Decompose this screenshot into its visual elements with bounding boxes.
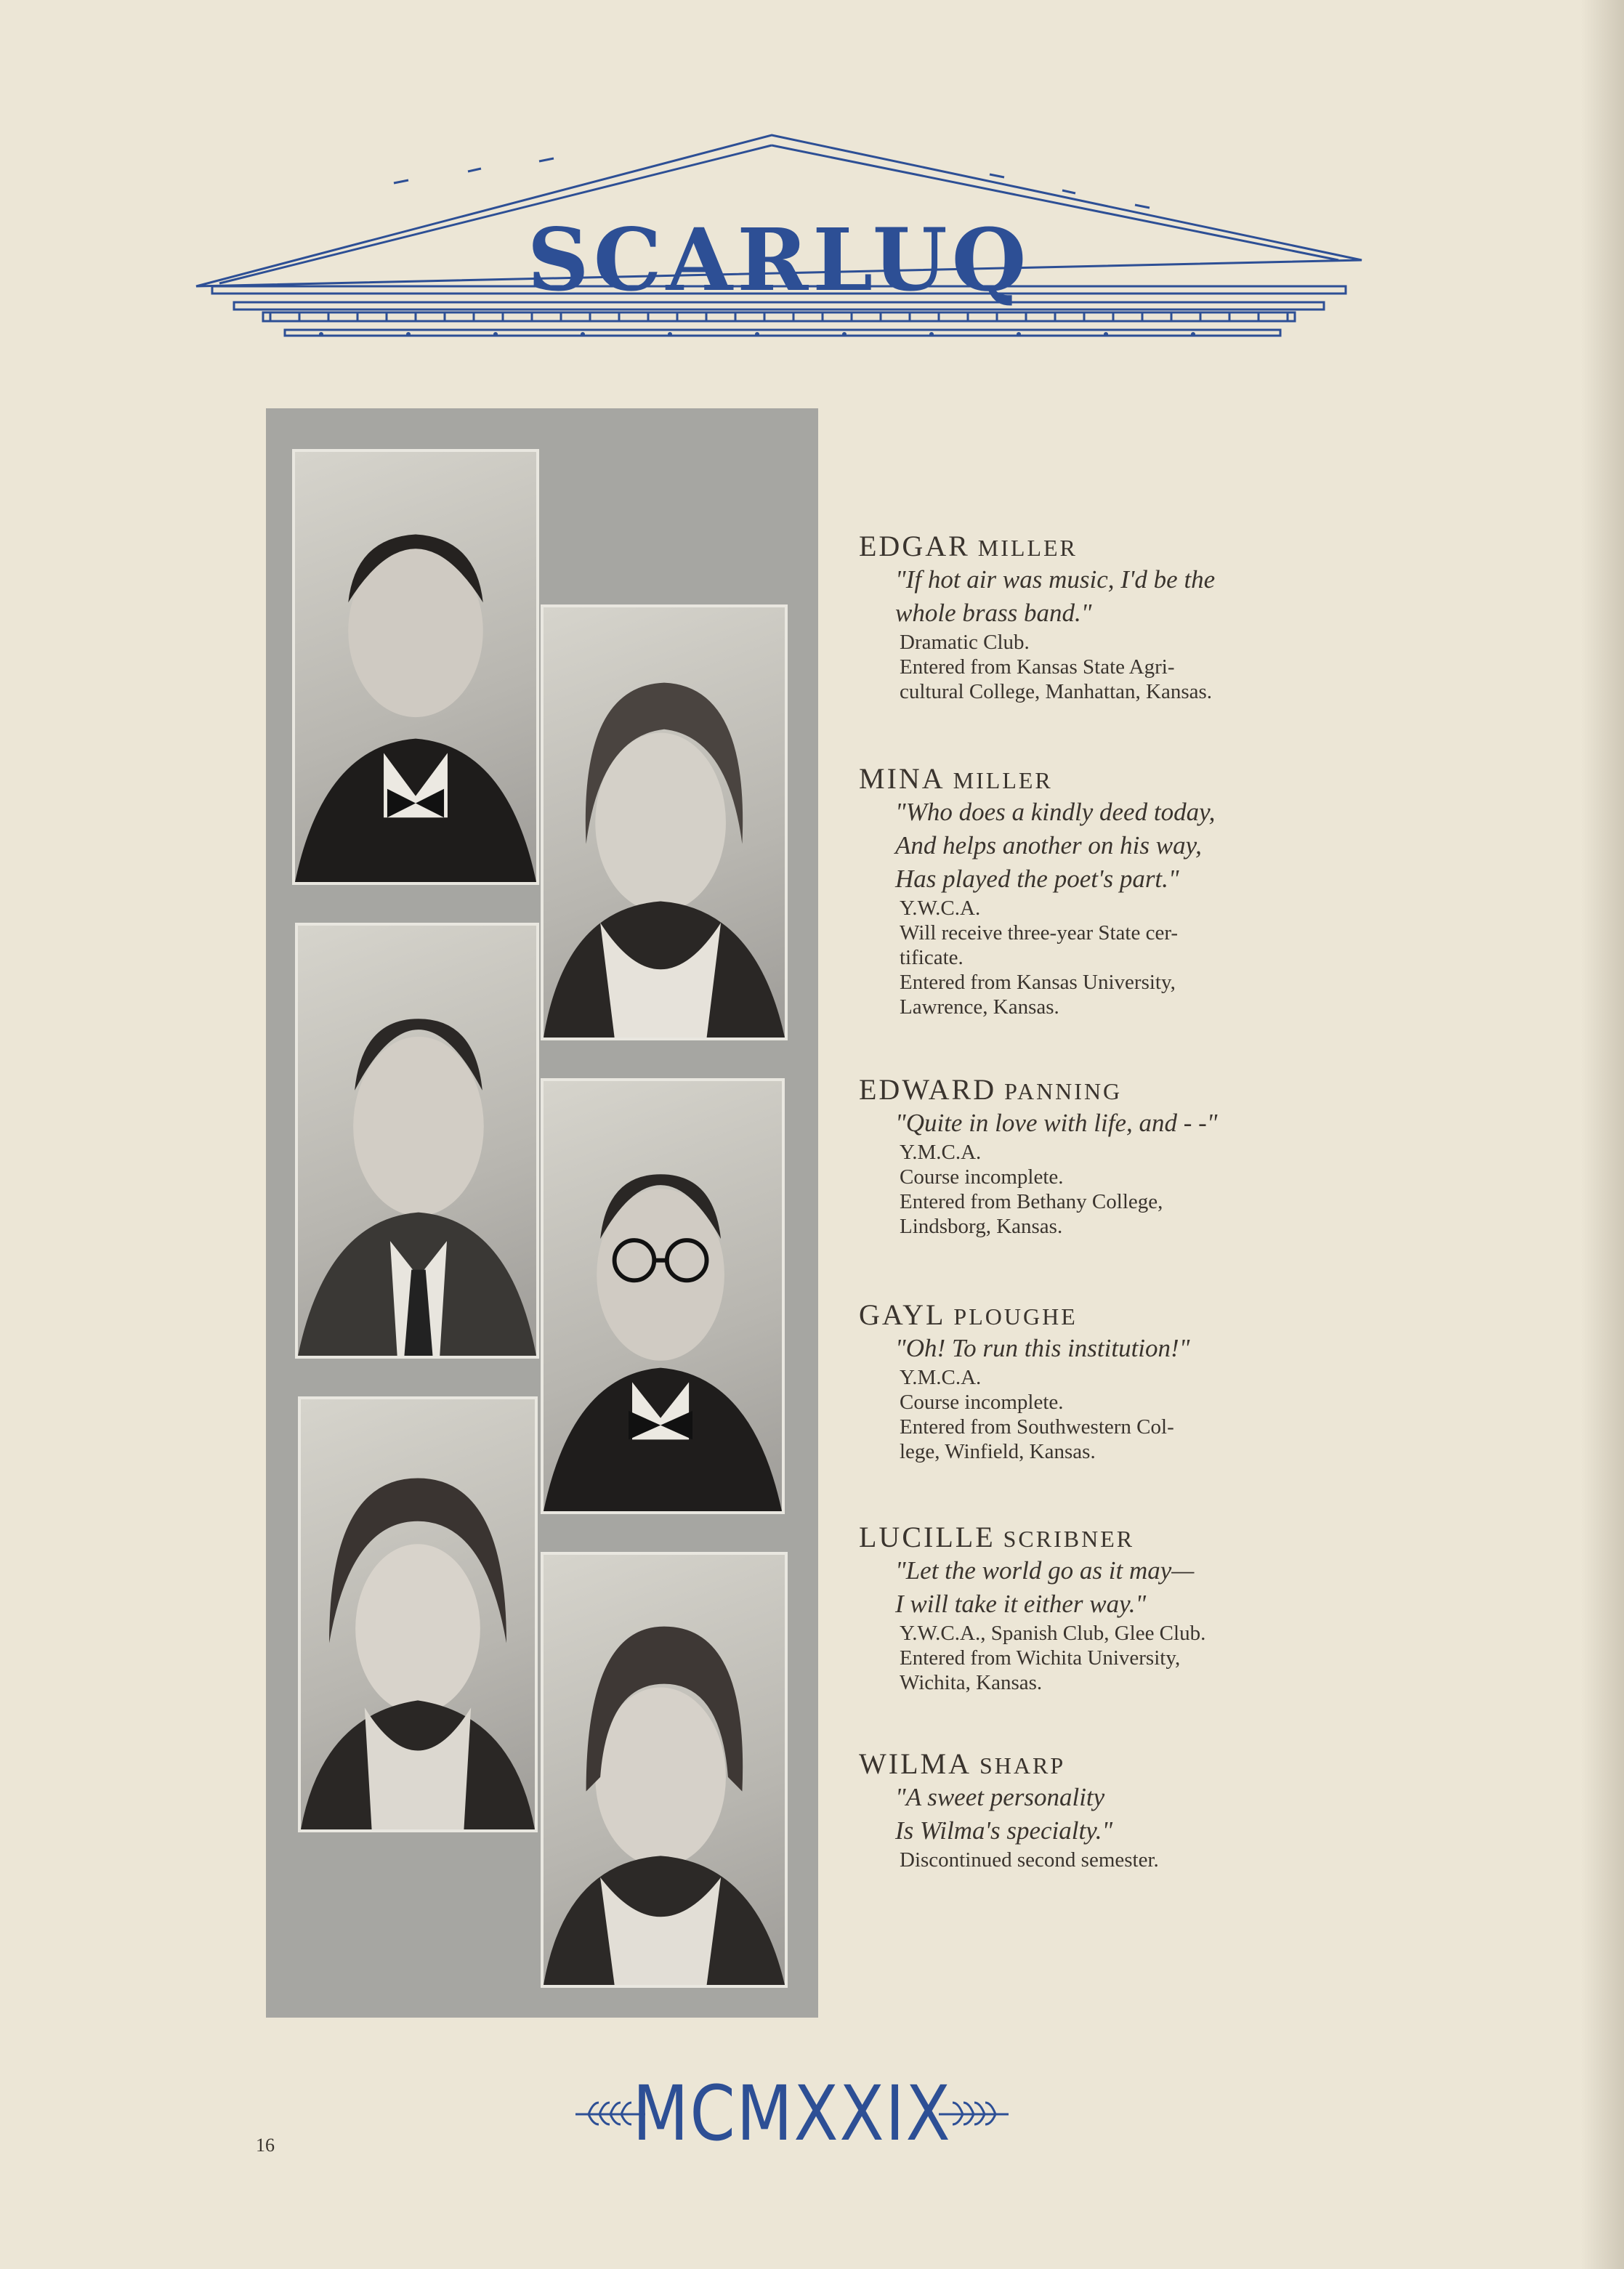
entry-mina-miller <box>859 761 1353 1019</box>
student-quote: "Oh! To run this institution!" <box>895 1334 1190 1362</box>
student-details: Y.M.C.A. Course incomplete. Entered from Southwestern Col- lege, Winfield, Kansas. <box>900 1366 1174 1463</box>
portrait-edgar-miller <box>292 449 539 885</box>
portrait-panel <box>266 408 818 2018</box>
portrait-gayl-ploughe <box>541 1078 785 1514</box>
footer-year-ornament <box>574 2063 1010 2158</box>
page-number: 16 <box>256 2135 275 2156</box>
student-quote: "A sweet personality Is Wilma's specialty." <box>895 1783 1113 1845</box>
portrait-lucille-scribner <box>298 1396 538 1832</box>
student-name: WILMA SHARP <box>859 1747 1066 1780</box>
student-details: Dramatic Club. Entered from Kansas State Agri- cultural College, Manhattan, Kansas. <box>900 631 1213 703</box>
entry-edward-panning <box>859 1072 1353 1239</box>
right-sprig-icon <box>937 2098 1010 2127</box>
student-details: Y.W.C.A., Spanish Club, Glee Club. Entered from Wichita University, Wichita, Kansas. <box>900 1622 1206 1694</box>
page-edge-shadow <box>1580 0 1624 2269</box>
student-details: Y.M.C.A. Course incomplete. Entered from Bethany College, Lindsborg, Kansas. <box>900 1141 1163 1238</box>
portrait-edward-panning <box>295 923 539 1359</box>
entry-gayl-ploughe <box>859 1298 1353 1464</box>
student-name: EDWARD PANNING <box>859 1073 1123 1106</box>
student-quote: "Let the world go as it may— I will take it either way." <box>895 1556 1195 1618</box>
student-details: Y.W.C.A. Will receive three-year State cer- tificate. Entered from Kansas University, Lawrence, Kansas. <box>900 897 1179 1019</box>
yearbook-title: SCARLUQ <box>527 209 1031 310</box>
student-name: LUCILLE SCRIBNER <box>859 1521 1135 1553</box>
header-banner <box>190 129 1368 347</box>
student-quote: "Who does a kindly deed today, And helps another on his way, Has played the poet's part." <box>895 798 1216 893</box>
student-quote: "Quite in love with life, and - -" <box>895 1109 1218 1137</box>
student-name: GAYL PLOUGHE <box>859 1298 1078 1331</box>
student-name: MINA MILLER <box>859 762 1053 795</box>
student-details: Discontinued second semester. <box>900 1848 1159 1872</box>
entry-edgar-miller <box>859 529 1353 704</box>
footer-year: MCMXXIX <box>632 2069 952 2158</box>
portrait-wilma-sharp <box>541 1552 788 1988</box>
student-quote: "If hot air was music, I'd be the whole brass band." <box>895 565 1216 627</box>
portrait-mina-miller <box>541 604 788 1040</box>
student-name: EDGAR MILLER <box>859 530 1078 562</box>
entry-wilma-sharp <box>859 1747 1353 1872</box>
entry-lucille-scribner <box>859 1520 1353 1695</box>
